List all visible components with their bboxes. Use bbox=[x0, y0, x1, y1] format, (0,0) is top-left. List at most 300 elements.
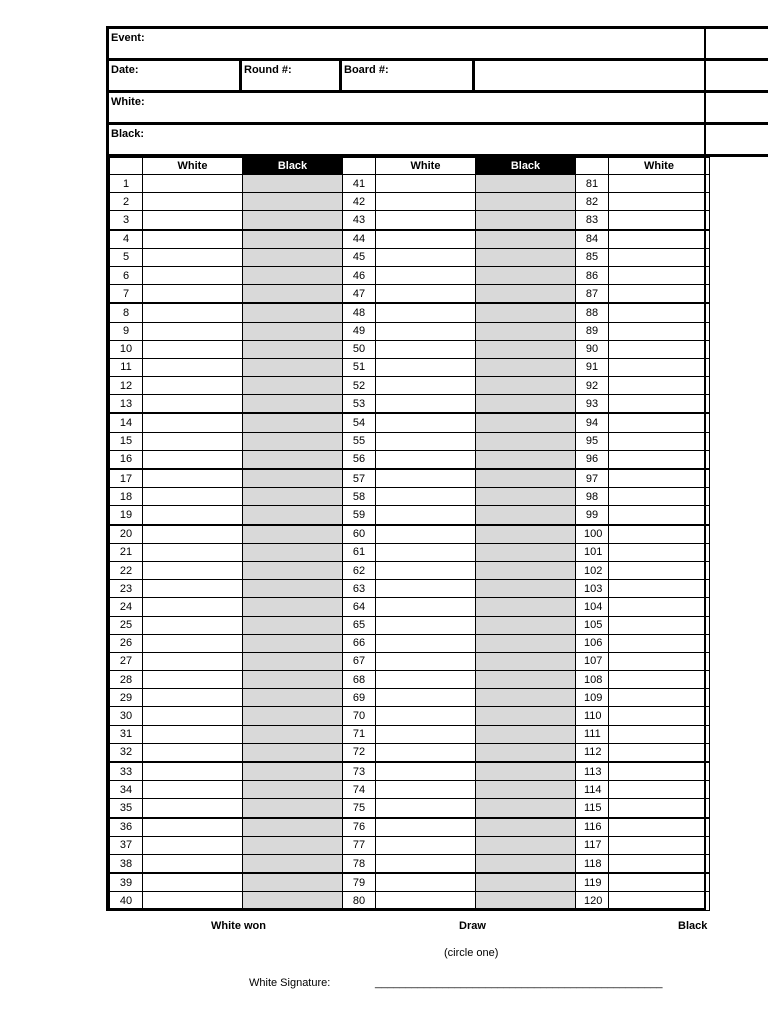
move-row bbox=[110, 799, 710, 818]
col-white-1: White bbox=[143, 158, 243, 175]
white-move-cell[interactable] bbox=[376, 561, 476, 579]
event-row[interactable] bbox=[109, 29, 768, 61]
black-move-cell[interactable] bbox=[243, 634, 343, 652]
move-number: 69 bbox=[343, 689, 376, 707]
move-number: 20 bbox=[110, 525, 143, 544]
move-number: 84 bbox=[576, 230, 609, 249]
white-move-cell[interactable] bbox=[143, 743, 243, 762]
move-number: 14 bbox=[110, 413, 143, 432]
move-row bbox=[110, 836, 710, 854]
move-number: 41 bbox=[343, 175, 376, 193]
white-move-cell[interactable] bbox=[376, 211, 476, 230]
black-move-cell[interactable] bbox=[476, 358, 576, 376]
black-move-cell[interactable] bbox=[243, 818, 343, 837]
move-row bbox=[110, 230, 710, 249]
white-move-cell[interactable] bbox=[376, 671, 476, 689]
black-won-option[interactable]: Black bbox=[678, 920, 708, 932]
white-move-cell[interactable] bbox=[143, 854, 243, 873]
white-move-cell[interactable] bbox=[376, 193, 476, 211]
move-row bbox=[110, 340, 710, 358]
black-player-label: Black: bbox=[111, 128, 145, 140]
black-move-cell[interactable] bbox=[243, 432, 343, 450]
move-row bbox=[110, 322, 710, 340]
black-move-cell[interactable] bbox=[243, 322, 343, 340]
black-move-cell[interactable] bbox=[243, 781, 343, 799]
black-move-cell[interactable] bbox=[476, 781, 576, 799]
white-move-cell[interactable] bbox=[143, 413, 243, 432]
white-move-cell[interactable] bbox=[143, 689, 243, 707]
white-move-cell[interactable] bbox=[609, 652, 710, 670]
black-move-cell[interactable] bbox=[243, 450, 343, 469]
black-move-cell[interactable] bbox=[476, 818, 576, 837]
move-number: 93 bbox=[576, 395, 609, 414]
white-move-cell[interactable] bbox=[376, 340, 476, 358]
move-row bbox=[110, 634, 710, 652]
move-number: 79 bbox=[343, 873, 376, 892]
white-move-cell[interactable] bbox=[609, 762, 710, 781]
black-move-cell[interactable] bbox=[243, 175, 343, 193]
move-row bbox=[110, 543, 710, 561]
white-won-option[interactable]: White won bbox=[211, 920, 266, 932]
white-move-cell[interactable] bbox=[376, 285, 476, 304]
black-move-cell[interactable] bbox=[243, 193, 343, 211]
move-number: 58 bbox=[343, 488, 376, 506]
white-move-cell[interactable] bbox=[609, 248, 710, 266]
white-move-cell[interactable] bbox=[143, 211, 243, 230]
white-move-cell[interactable] bbox=[143, 230, 243, 249]
white-move-cell[interactable] bbox=[609, 413, 710, 432]
move-number: 66 bbox=[343, 634, 376, 652]
white-move-cell[interactable] bbox=[376, 818, 476, 837]
white-move-cell[interactable] bbox=[143, 525, 243, 544]
white-move-cell[interactable] bbox=[143, 432, 243, 450]
white-move-cell[interactable] bbox=[143, 450, 243, 469]
black-move-cell[interactable] bbox=[243, 836, 343, 854]
black-move-cell[interactable] bbox=[476, 340, 576, 358]
move-number: 1 bbox=[110, 175, 143, 193]
black-move-cell[interactable] bbox=[243, 543, 343, 561]
white-move-cell[interactable] bbox=[376, 432, 476, 450]
white-move-cell[interactable] bbox=[376, 616, 476, 634]
white-move-cell[interactable] bbox=[143, 488, 243, 506]
move-number: 113 bbox=[576, 762, 609, 781]
black-move-cell[interactable] bbox=[243, 488, 343, 506]
white-move-cell[interactable] bbox=[609, 598, 710, 616]
white-move-cell[interactable] bbox=[143, 506, 243, 525]
move-number: 64 bbox=[343, 598, 376, 616]
date-field[interactable] bbox=[109, 61, 242, 90]
black-move-cell[interactable] bbox=[243, 689, 343, 707]
move-number: 111 bbox=[576, 725, 609, 743]
white-move-cell[interactable] bbox=[143, 561, 243, 579]
board-label: Board #: bbox=[344, 64, 389, 76]
move-number: 16 bbox=[110, 450, 143, 469]
black-move-cell[interactable] bbox=[243, 799, 343, 818]
white-move-cell[interactable] bbox=[609, 543, 710, 561]
white-move-cell[interactable] bbox=[609, 506, 710, 525]
move-row bbox=[110, 652, 710, 670]
col-white-2: White bbox=[376, 158, 476, 175]
white-move-cell[interactable] bbox=[376, 469, 476, 488]
move-number: 109 bbox=[576, 689, 609, 707]
white-move-cell[interactable] bbox=[609, 725, 710, 743]
black-move-cell[interactable] bbox=[476, 854, 576, 873]
white-move-cell[interactable] bbox=[143, 193, 243, 211]
move-number: 108 bbox=[576, 671, 609, 689]
black-move-cell[interactable] bbox=[476, 303, 576, 322]
black-move-cell[interactable] bbox=[243, 762, 343, 781]
white-move-cell[interactable] bbox=[609, 340, 710, 358]
black-move-cell[interactable] bbox=[243, 580, 343, 598]
white-move-cell[interactable] bbox=[143, 671, 243, 689]
black-move-cell[interactable] bbox=[243, 506, 343, 525]
black-move-cell[interactable] bbox=[243, 358, 343, 376]
black-move-cell[interactable] bbox=[243, 652, 343, 670]
black-player-row[interactable] bbox=[109, 125, 768, 157]
move-number: 6 bbox=[110, 266, 143, 284]
board-field[interactable] bbox=[342, 61, 475, 90]
white-move-cell[interactable] bbox=[143, 248, 243, 266]
black-move-cell[interactable] bbox=[243, 616, 343, 634]
black-move-cell[interactable] bbox=[476, 743, 576, 762]
move-number: 33 bbox=[110, 762, 143, 781]
move-number: 91 bbox=[576, 358, 609, 376]
white-move-cell[interactable] bbox=[376, 450, 476, 469]
black-move-cell[interactable] bbox=[243, 303, 343, 322]
black-move-cell[interactable] bbox=[476, 580, 576, 598]
white-move-cell[interactable] bbox=[609, 193, 710, 211]
black-move-cell[interactable] bbox=[476, 799, 576, 818]
white-move-cell[interactable] bbox=[609, 634, 710, 652]
move-number: 94 bbox=[576, 413, 609, 432]
black-move-cell[interactable] bbox=[243, 248, 343, 266]
move-row bbox=[110, 725, 710, 743]
black-move-cell[interactable] bbox=[476, 707, 576, 725]
white-move-cell[interactable] bbox=[143, 395, 243, 414]
white-move-cell[interactable] bbox=[376, 580, 476, 598]
white-move-cell[interactable] bbox=[143, 469, 243, 488]
move-row bbox=[110, 488, 710, 506]
black-move-cell[interactable] bbox=[243, 743, 343, 762]
black-move-cell[interactable] bbox=[243, 873, 343, 892]
move-number: 120 bbox=[576, 892, 609, 910]
move-number: 83 bbox=[576, 211, 609, 230]
black-move-cell[interactable] bbox=[476, 634, 576, 652]
black-move-cell[interactable] bbox=[476, 193, 576, 211]
black-move-cell[interactable] bbox=[476, 175, 576, 193]
white-move-cell[interactable] bbox=[609, 799, 710, 818]
white-move-cell[interactable] bbox=[609, 873, 710, 892]
move-row bbox=[110, 248, 710, 266]
white-move-cell[interactable] bbox=[143, 616, 243, 634]
white-move-cell[interactable] bbox=[143, 266, 243, 284]
black-move-cell[interactable] bbox=[243, 377, 343, 395]
move-row bbox=[110, 432, 710, 450]
white-signature-line[interactable]: _______________________________________________ bbox=[375, 977, 663, 989]
move-number: 55 bbox=[343, 432, 376, 450]
black-move-cell[interactable] bbox=[476, 266, 576, 284]
move-number: 46 bbox=[343, 266, 376, 284]
white-move-cell[interactable] bbox=[143, 598, 243, 616]
black-move-cell[interactable] bbox=[476, 543, 576, 561]
move-number: 72 bbox=[343, 743, 376, 762]
black-move-cell[interactable] bbox=[476, 836, 576, 854]
black-move-cell[interactable] bbox=[476, 450, 576, 469]
white-move-cell[interactable] bbox=[376, 543, 476, 561]
white-move-cell[interactable] bbox=[376, 873, 476, 892]
white-move-cell[interactable] bbox=[143, 707, 243, 725]
white-move-cell[interactable] bbox=[609, 854, 710, 873]
white-move-cell[interactable] bbox=[609, 469, 710, 488]
black-move-cell[interactable] bbox=[243, 340, 343, 358]
black-move-cell[interactable] bbox=[243, 525, 343, 544]
move-number: 51 bbox=[343, 358, 376, 376]
white-move-cell[interactable] bbox=[376, 799, 476, 818]
black-move-cell[interactable] bbox=[476, 230, 576, 249]
white-move-cell[interactable] bbox=[609, 322, 710, 340]
white-move-cell[interactable] bbox=[609, 818, 710, 837]
black-move-cell[interactable] bbox=[476, 725, 576, 743]
black-move-cell[interactable] bbox=[476, 525, 576, 544]
white-move-cell[interactable] bbox=[609, 211, 710, 230]
white-move-cell[interactable] bbox=[143, 652, 243, 670]
move-number: 112 bbox=[576, 743, 609, 762]
white-move-cell[interactable] bbox=[143, 358, 243, 376]
black-move-cell[interactable] bbox=[243, 266, 343, 284]
white-move-cell[interactable] bbox=[376, 707, 476, 725]
white-move-cell[interactable] bbox=[376, 634, 476, 652]
move-row bbox=[110, 469, 710, 488]
white-move-cell[interactable] bbox=[609, 580, 710, 598]
move-number: 4 bbox=[110, 230, 143, 249]
black-move-cell[interactable] bbox=[243, 854, 343, 873]
move-number: 19 bbox=[110, 506, 143, 525]
white-move-cell[interactable] bbox=[143, 634, 243, 652]
move-number: 5 bbox=[110, 248, 143, 266]
move-number: 67 bbox=[343, 652, 376, 670]
move-number: 104 bbox=[576, 598, 609, 616]
black-move-cell[interactable] bbox=[476, 488, 576, 506]
black-move-cell[interactable] bbox=[476, 413, 576, 432]
black-move-cell[interactable] bbox=[476, 248, 576, 266]
move-row bbox=[110, 707, 710, 725]
white-player-label: White: bbox=[111, 96, 145, 108]
move-number: 37 bbox=[110, 836, 143, 854]
white-move-cell[interactable] bbox=[609, 377, 710, 395]
move-row bbox=[110, 377, 710, 395]
move-number: 92 bbox=[576, 377, 609, 395]
white-move-cell[interactable] bbox=[609, 671, 710, 689]
white-move-cell[interactable] bbox=[376, 652, 476, 670]
move-number: 26 bbox=[110, 634, 143, 652]
white-move-cell[interactable] bbox=[376, 854, 476, 873]
white-move-cell[interactable] bbox=[376, 762, 476, 781]
white-move-cell[interactable] bbox=[609, 781, 710, 799]
white-move-cell[interactable] bbox=[143, 175, 243, 193]
black-move-cell[interactable] bbox=[476, 285, 576, 304]
move-number: 3 bbox=[110, 211, 143, 230]
black-move-cell[interactable] bbox=[243, 413, 343, 432]
white-move-cell[interactable] bbox=[143, 322, 243, 340]
white-move-cell[interactable] bbox=[609, 488, 710, 506]
black-move-cell[interactable] bbox=[476, 598, 576, 616]
black-move-cell[interactable] bbox=[476, 689, 576, 707]
move-row bbox=[110, 285, 710, 304]
move-row bbox=[110, 266, 710, 284]
move-number: 105 bbox=[576, 616, 609, 634]
black-move-cell[interactable] bbox=[243, 725, 343, 743]
black-move-cell[interactable] bbox=[476, 377, 576, 395]
black-move-cell[interactable] bbox=[476, 432, 576, 450]
white-move-cell[interactable] bbox=[609, 303, 710, 322]
draw-option[interactable]: Draw bbox=[459, 920, 486, 932]
white-move-cell[interactable] bbox=[143, 285, 243, 304]
event-label: Event: bbox=[111, 32, 145, 44]
move-row bbox=[110, 762, 710, 781]
move-number: 42 bbox=[343, 193, 376, 211]
white-move-cell[interactable] bbox=[143, 340, 243, 358]
black-move-cell[interactable] bbox=[476, 652, 576, 670]
white-move-cell[interactable] bbox=[376, 598, 476, 616]
move-number: 63 bbox=[343, 580, 376, 598]
white-move-cell[interactable] bbox=[376, 358, 476, 376]
black-move-cell[interactable] bbox=[243, 395, 343, 414]
white-move-cell[interactable] bbox=[609, 616, 710, 634]
move-number: 32 bbox=[110, 743, 143, 762]
move-number: 11 bbox=[110, 358, 143, 376]
black-move-cell[interactable] bbox=[243, 211, 343, 230]
white-move-cell[interactable] bbox=[609, 561, 710, 579]
white-move-cell[interactable] bbox=[143, 377, 243, 395]
white-move-cell[interactable] bbox=[376, 413, 476, 432]
white-move-cell[interactable] bbox=[376, 488, 476, 506]
extra-field[interactable] bbox=[475, 61, 768, 90]
move-number: 8 bbox=[110, 303, 143, 322]
white-move-cell[interactable] bbox=[609, 450, 710, 469]
black-move-cell[interactable] bbox=[243, 707, 343, 725]
white-move-cell[interactable] bbox=[376, 395, 476, 414]
white-move-cell[interactable] bbox=[376, 322, 476, 340]
black-move-cell[interactable] bbox=[243, 469, 343, 488]
scoresheet bbox=[106, 26, 768, 911]
move-number: 103 bbox=[576, 580, 609, 598]
black-move-cell[interactable] bbox=[243, 561, 343, 579]
white-move-cell[interactable] bbox=[376, 303, 476, 322]
white-move-cell[interactable] bbox=[609, 525, 710, 544]
white-move-cell[interactable] bbox=[376, 725, 476, 743]
white-move-cell[interactable] bbox=[609, 266, 710, 284]
white-move-cell[interactable] bbox=[376, 266, 476, 284]
white-move-cell[interactable] bbox=[376, 689, 476, 707]
move-number: 98 bbox=[576, 488, 609, 506]
white-move-cell[interactable] bbox=[143, 762, 243, 781]
white-move-cell[interactable] bbox=[376, 230, 476, 249]
black-move-cell[interactable] bbox=[476, 395, 576, 414]
white-move-cell[interactable] bbox=[376, 836, 476, 854]
move-number: 77 bbox=[343, 836, 376, 854]
move-number: 29 bbox=[110, 689, 143, 707]
white-move-cell[interactable] bbox=[143, 873, 243, 892]
black-move-cell[interactable] bbox=[476, 762, 576, 781]
white-move-cell[interactable] bbox=[376, 506, 476, 525]
white-move-cell[interactable] bbox=[376, 377, 476, 395]
round-field[interactable] bbox=[242, 61, 342, 90]
white-move-cell[interactable] bbox=[376, 248, 476, 266]
move-number: 48 bbox=[343, 303, 376, 322]
move-number: 96 bbox=[576, 450, 609, 469]
move-row bbox=[110, 671, 710, 689]
moves-header-row bbox=[110, 158, 710, 175]
white-move-cell[interactable] bbox=[609, 358, 710, 376]
white-move-cell[interactable] bbox=[143, 799, 243, 818]
black-move-cell[interactable] bbox=[476, 671, 576, 689]
white-move-cell[interactable] bbox=[609, 395, 710, 414]
move-row bbox=[110, 395, 710, 414]
white-move-cell[interactable] bbox=[143, 580, 243, 598]
move-number: 12 bbox=[110, 377, 143, 395]
moves-table bbox=[109, 157, 710, 911]
move-number: 52 bbox=[343, 377, 376, 395]
move-number: 28 bbox=[110, 671, 143, 689]
white-move-cell[interactable] bbox=[609, 432, 710, 450]
white-move-cell[interactable] bbox=[376, 175, 476, 193]
move-number: 119 bbox=[576, 873, 609, 892]
col-black-2: Black bbox=[476, 158, 576, 175]
black-move-cell[interactable] bbox=[243, 230, 343, 249]
move-number: 18 bbox=[110, 488, 143, 506]
white-move-cell[interactable] bbox=[376, 743, 476, 762]
white-move-cell[interactable] bbox=[609, 707, 710, 725]
move-row bbox=[110, 211, 710, 230]
white-player-row[interactable] bbox=[109, 93, 768, 125]
black-move-cell[interactable] bbox=[476, 322, 576, 340]
white-move-cell[interactable] bbox=[609, 743, 710, 762]
black-move-cell[interactable] bbox=[243, 285, 343, 304]
move-number: 78 bbox=[343, 854, 376, 873]
white-move-cell[interactable] bbox=[143, 543, 243, 561]
white-move-cell[interactable] bbox=[609, 689, 710, 707]
black-move-cell[interactable] bbox=[476, 561, 576, 579]
black-move-cell[interactable] bbox=[476, 873, 576, 892]
black-move-cell[interactable] bbox=[476, 506, 576, 525]
black-move-cell[interactable] bbox=[476, 616, 576, 634]
black-move-cell[interactable] bbox=[476, 469, 576, 488]
white-move-cell[interactable] bbox=[609, 836, 710, 854]
move-number: 74 bbox=[343, 781, 376, 799]
white-move-cell[interactable] bbox=[609, 230, 710, 249]
move-row bbox=[110, 873, 710, 892]
white-move-cell[interactable] bbox=[143, 836, 243, 854]
white-move-cell[interactable] bbox=[376, 781, 476, 799]
white-move-cell[interactable] bbox=[143, 818, 243, 837]
white-move-cell[interactable] bbox=[609, 285, 710, 304]
move-row bbox=[110, 413, 710, 432]
black-move-cell[interactable] bbox=[243, 671, 343, 689]
black-move-cell[interactable] bbox=[243, 598, 343, 616]
white-move-cell[interactable] bbox=[143, 725, 243, 743]
white-move-cell[interactable] bbox=[609, 175, 710, 193]
white-move-cell[interactable] bbox=[376, 525, 476, 544]
move-number: 2 bbox=[110, 193, 143, 211]
move-number: 118 bbox=[576, 854, 609, 873]
white-move-cell[interactable] bbox=[143, 303, 243, 322]
white-move-cell[interactable] bbox=[143, 781, 243, 799]
move-row bbox=[110, 175, 710, 193]
black-move-cell[interactable] bbox=[476, 211, 576, 230]
move-row bbox=[110, 818, 710, 837]
move-number: 82 bbox=[576, 193, 609, 211]
move-number: 88 bbox=[576, 303, 609, 322]
